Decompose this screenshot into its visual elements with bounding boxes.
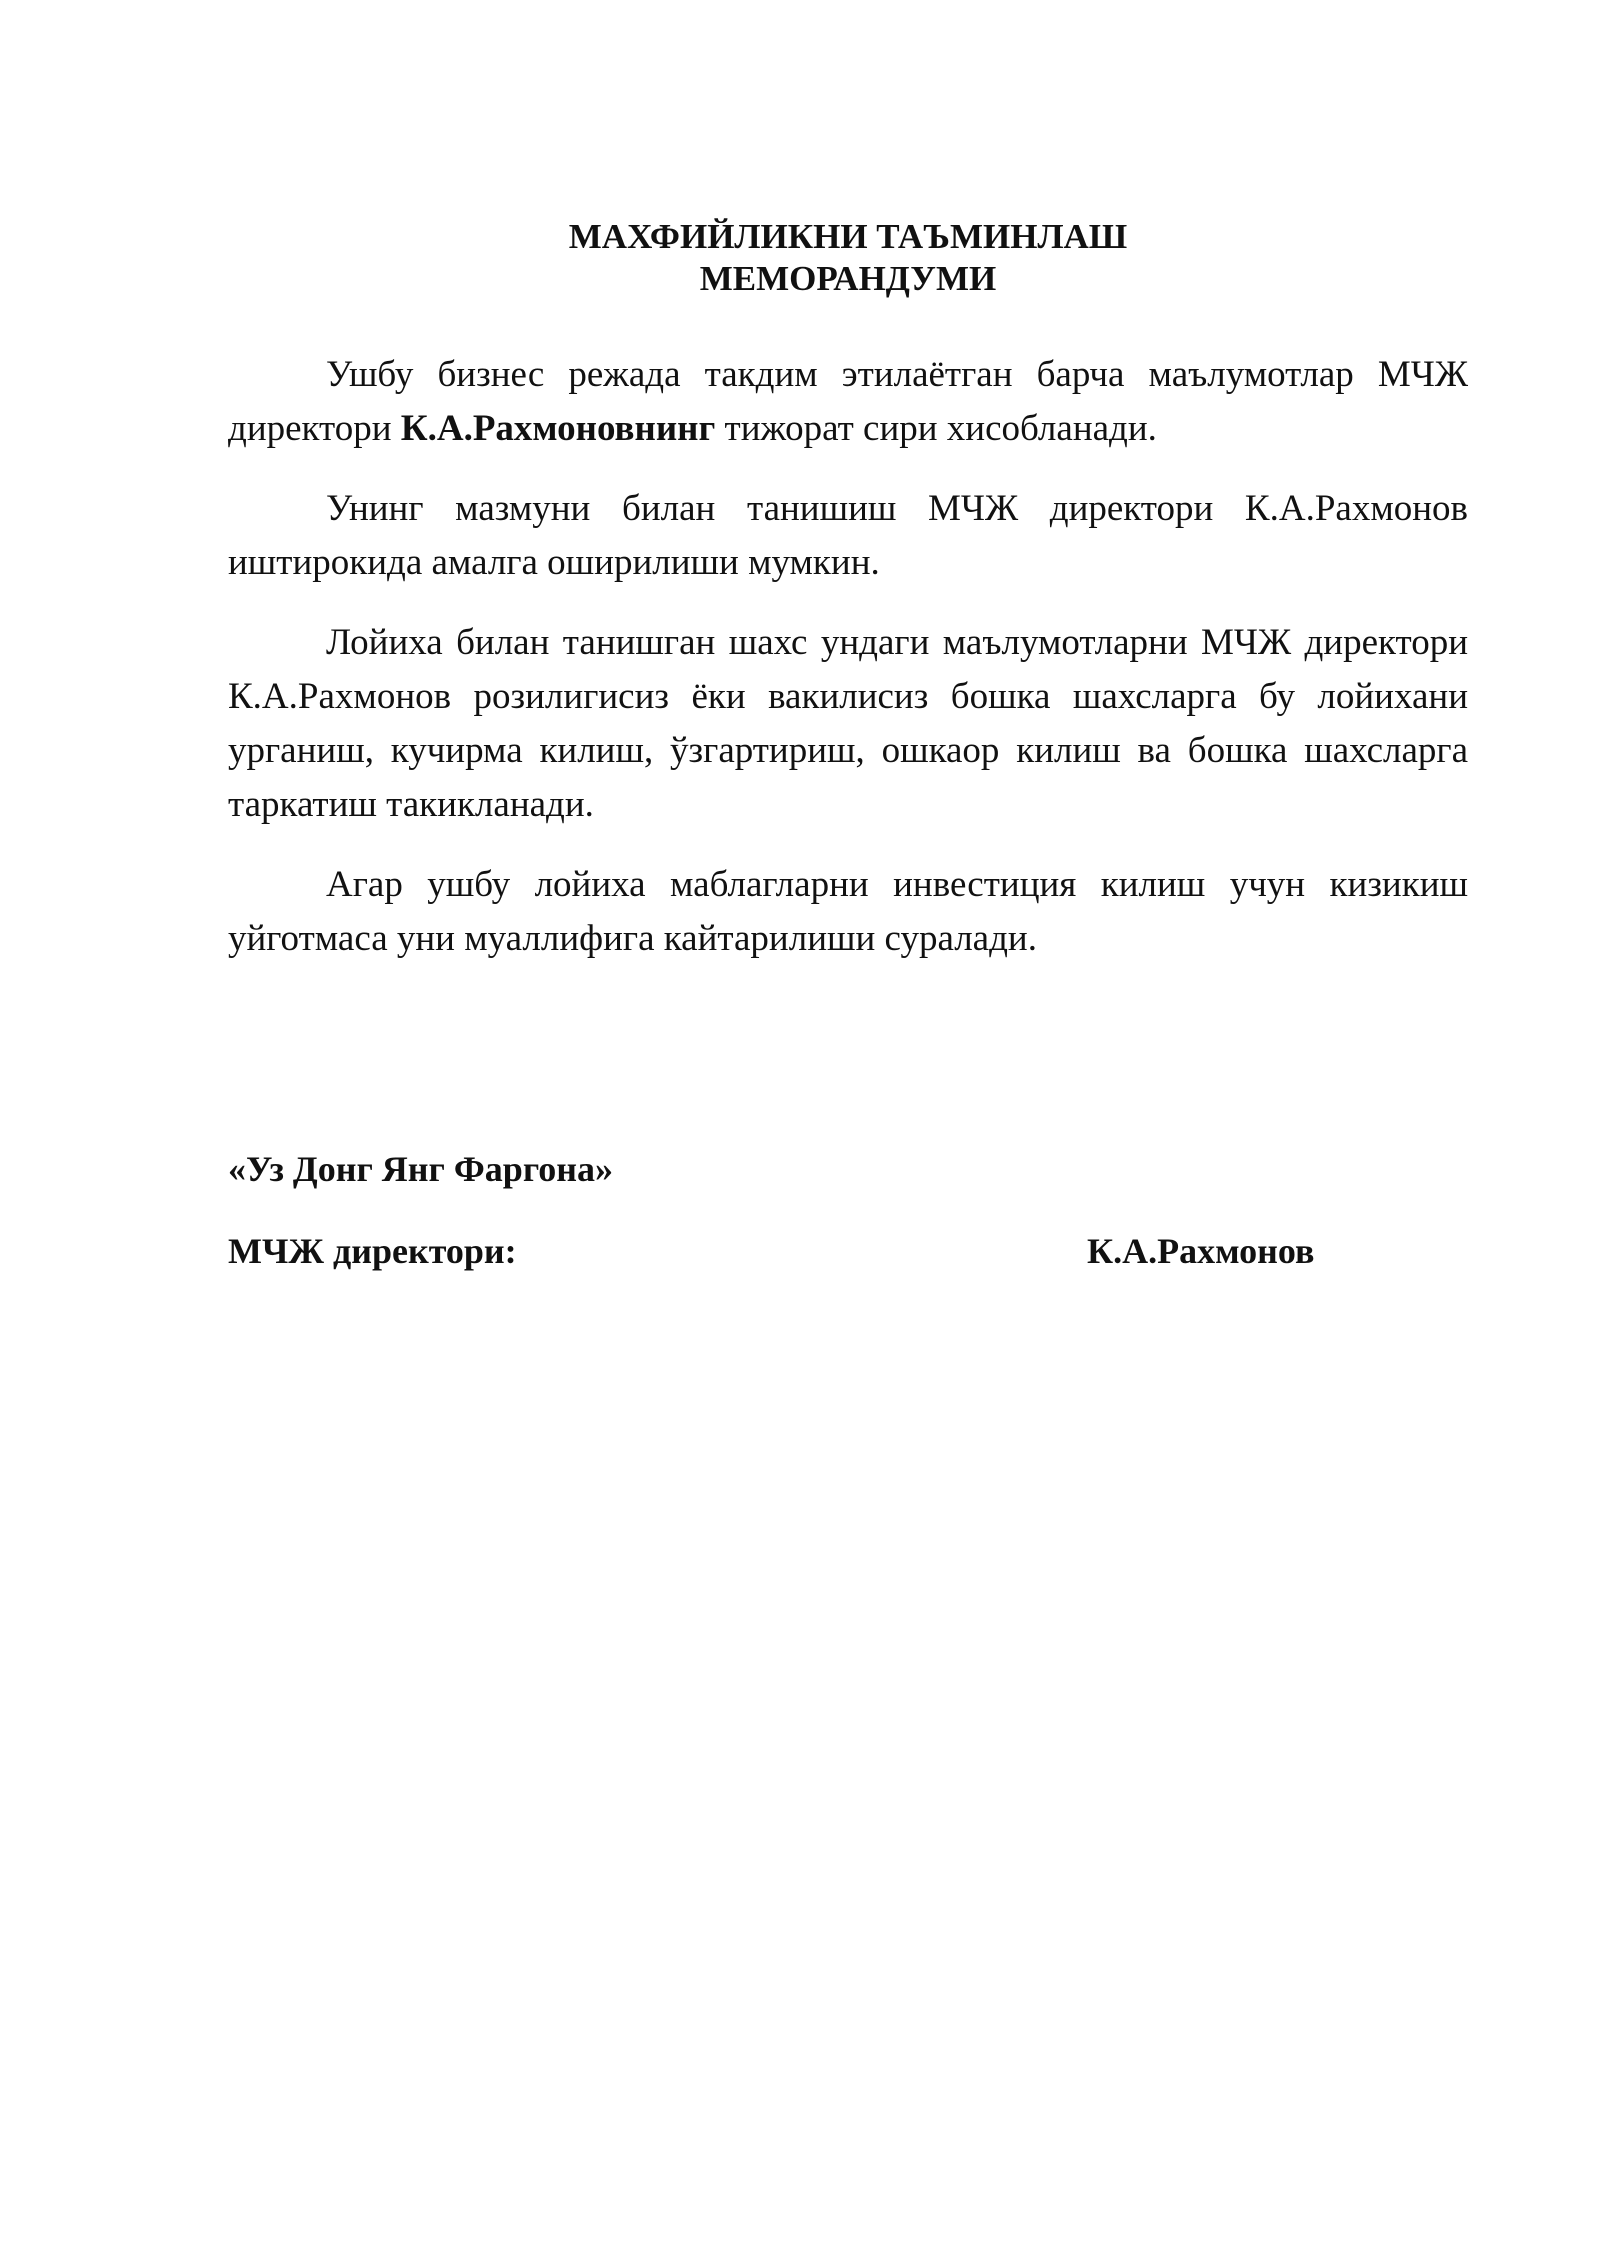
organization-name: «Уз Донг Янг Фаргона»: [228, 1149, 614, 1189]
director-name-bold: К.А.Рахмоновнинг: [400, 408, 716, 449]
paragraph-1: [228, 348, 1468, 456]
paragraph-3: Лойиха билан танишган шахс ундаги маълумотларни МЧЖ директори К.А.Рахмонов розилигисиз ёки вакилисиз бошка шахсларга бу лойихани урганиш, кучирма килиш, ўзгартириш, ошкаор килиш ва бошка шахсларга таркатиш такикланади.: [228, 622, 1468, 825]
document-body: [228, 348, 1468, 992]
signatory-name: К.А.Рахмонов: [1087, 1231, 1315, 1271]
paragraph-1-text-start: Ушбу бизнес режада такдим этилаётган барча маълумотлар МЧЖ директори: [228, 354, 1468, 449]
paragraph-1-text-end: тижорат сири хисобланади.: [715, 408, 1157, 449]
signatory-role: МЧЖ директори:: [228, 1231, 517, 1271]
paragraph-2: Унинг мазмуни билан танишиш МЧЖ директори К.А.Рахмонов иштирокида амалга оширилиши мумкин.: [228, 488, 1468, 583]
paragraph-4: Агар ушбу лойиха маблагларни инвестиция килиш учун кизикиш уйготмаса уни муаллифига кайтарилиши суралади.: [228, 864, 1468, 959]
document-title-line-1: МАХФИЙЛИКНИ ТАЪМИНЛАШ: [568, 217, 1128, 256]
document-title-line-2: МЕМОРАНДУМИ: [699, 259, 997, 298]
document-title: [228, 216, 1468, 300]
